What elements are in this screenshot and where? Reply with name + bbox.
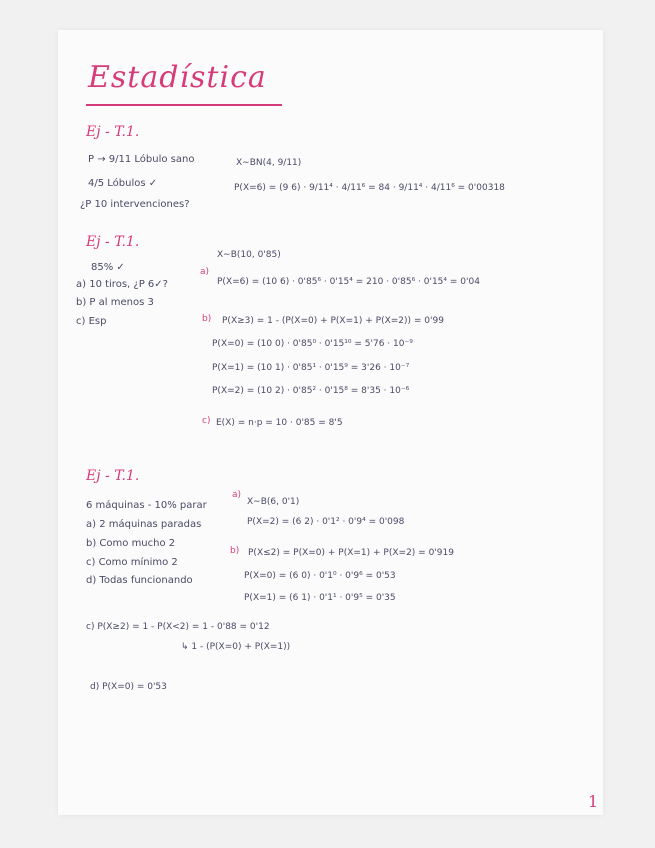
ex3-c-line: ↳ 1 - (P(X=0) + P(X=1)) xyxy=(181,642,291,652)
ex2-heading: Ej - T.1. xyxy=(86,234,140,250)
ex2-a-label: a) xyxy=(200,267,210,277)
ex2-line: c) Esp xyxy=(76,316,107,327)
ex2-b-line: P(X≥3) = 1 - (P(X=0) + P(X=1) + P(X=2)) = 0'99 xyxy=(222,316,444,326)
ex3-line: b) Como mucho 2 xyxy=(86,538,176,549)
ex2-c-calc: E(X) = n·p = 10 · 0'85 = 8'5 xyxy=(216,418,343,428)
ex1-line: 4/5 Lóbulos ✓ xyxy=(88,178,158,189)
ex2-distribution: X∼B(10, 0'85) xyxy=(217,250,281,260)
ex3-c-line: c) P(X≥2) = 1 - P(X<2) = 1 - 0'88 = 0'12 xyxy=(86,622,270,632)
ex3-a-line: P(X=2) = (6 2) · 0'1² · 0'9⁴ = 0'098 xyxy=(247,517,405,527)
ex3-b-label: b) xyxy=(230,546,240,556)
ex1-distribution: X∼BN(4, 9/11) xyxy=(236,158,302,168)
ex2-line: b) P al menos 3 xyxy=(76,297,154,308)
ex3-heading: Ej - T.1. xyxy=(86,468,140,484)
ex2-b-line: P(X=0) = (10 0) · 0'85⁰ · 0'15¹⁰ = 5'76 · 10⁻⁹ xyxy=(212,339,413,349)
ex3-line: c) Como mínimo 2 xyxy=(86,557,178,568)
ex3-a-label: a) xyxy=(232,490,242,500)
title-underline xyxy=(86,104,282,106)
ex1-calculation: P(X=6) = (9 6) · 9/11⁴ · 4/11⁶ = 84 · 9/11⁴ · 4/11⁶ = 0'00318 xyxy=(234,183,505,193)
ex3-d-line: d) P(X=0) = 0'53 xyxy=(90,682,167,692)
ex3-b-line: P(X=0) = (6 0) · 0'1⁰ · 0'9⁶ = 0'53 xyxy=(244,571,396,581)
ex2-line: 85% ✓ xyxy=(91,262,125,273)
page-number: 1 xyxy=(588,792,599,811)
ex3-line: d) Todas funcionando xyxy=(86,575,193,586)
ex2-b-line: P(X=1) = (10 1) · 0'85¹ · 0'15⁹ = 3'26 · 10⁻⁷ xyxy=(212,363,410,373)
ex2-b-line: P(X=2) = (10 2) · 0'85² · 0'15⁸ = 8'35 · 10⁻⁶ xyxy=(212,386,410,396)
ex3-a-line: X∼B(6, 0'1) xyxy=(247,497,300,507)
ex3-line: a) 2 máquinas paradas xyxy=(86,519,202,530)
ex2-line: a) 10 tiros, ¿P 6✓? xyxy=(76,279,168,290)
ex2-a-calc: P(X=6) = (10 6) · 0'85⁶ · 0'15⁴ = 210 · 0'85⁶ · 0'15⁴ = 0'04 xyxy=(217,277,480,287)
ex1-line: ¿P 10 intervenciones? xyxy=(80,199,190,210)
ex2-b-label: b) xyxy=(202,314,212,324)
ex3-b-line: P(X=1) = (6 1) · 0'1¹ · 0'9⁵ = 0'35 xyxy=(244,593,396,603)
ex3-line: 6 máquinas - 10% parar xyxy=(86,500,207,511)
ex2-c-label: c) xyxy=(202,416,211,426)
page-title: Estadística xyxy=(88,60,267,95)
ex3-b-line: P(X≤2) = P(X=0) + P(X=1) + P(X=2) = 0'919 xyxy=(248,548,454,558)
ex1-line: P → 9/11 Lóbulo sano xyxy=(88,154,195,165)
ex1-heading: Ej - T.1. xyxy=(86,124,140,140)
